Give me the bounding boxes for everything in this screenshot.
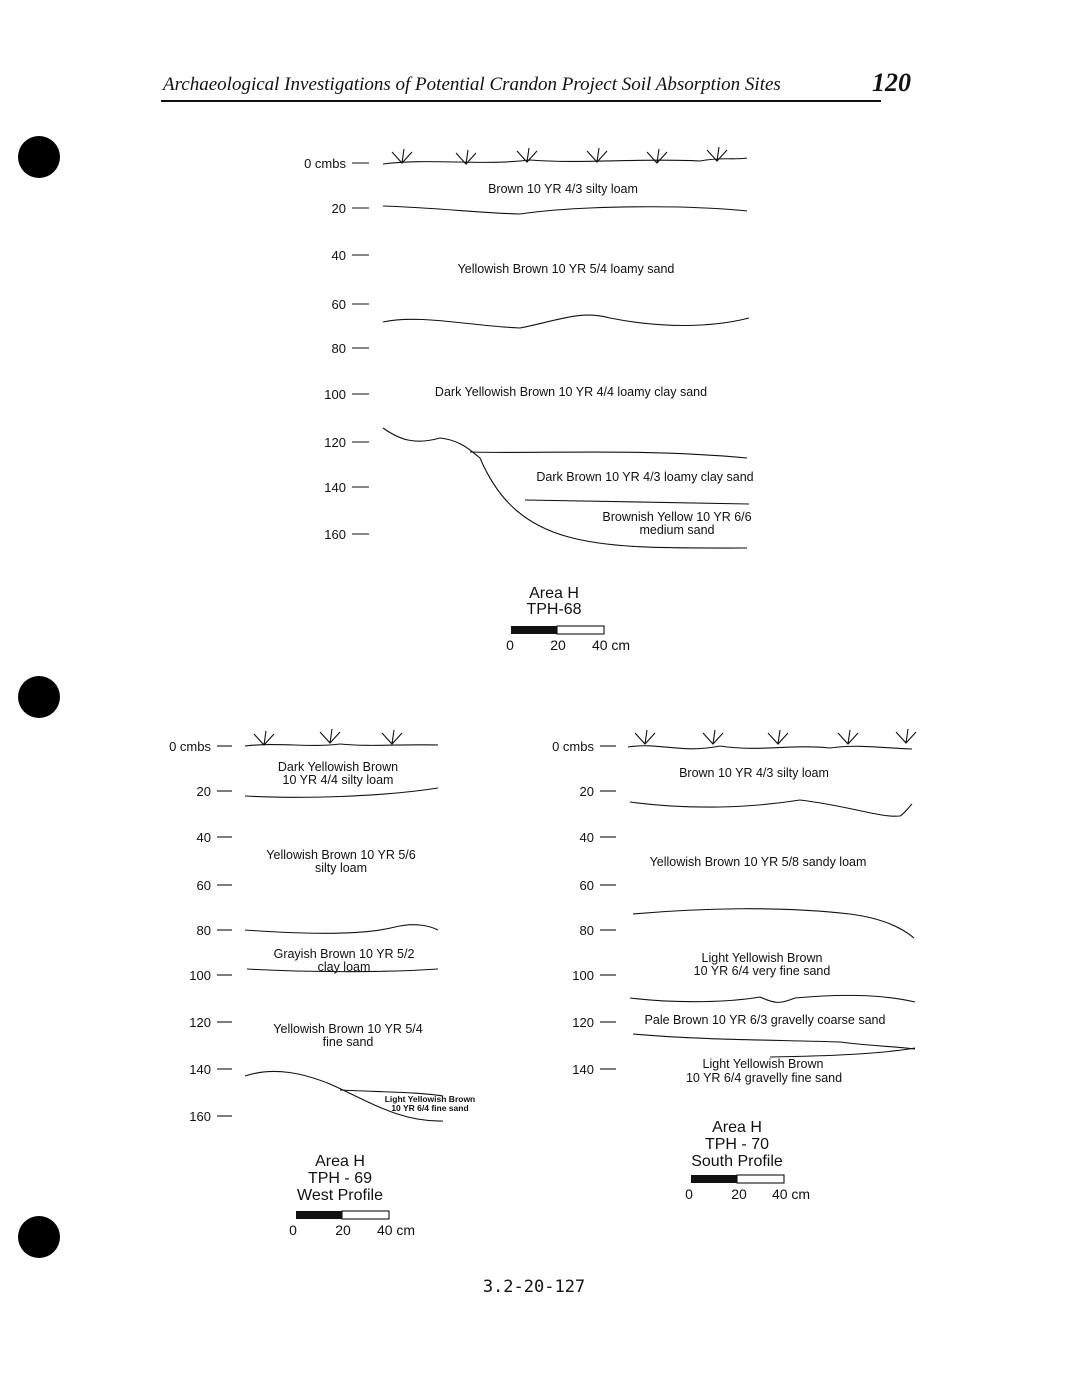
ground-surface <box>383 147 747 164</box>
depth-tick-label: 40 <box>196 830 211 845</box>
profile-caption: TPH-68 <box>526 601 582 618</box>
grass-tuft-icon <box>896 729 916 743</box>
horizon-label: Brownish Yellow 10 YR 6/6 <box>602 510 752 524</box>
profile-tph69 <box>169 729 475 1238</box>
depth-tick-label: 20 <box>579 784 594 799</box>
depth-tick-label: 120 <box>324 435 346 450</box>
horizon-label: Brown 10 YR 4/3 silty loam <box>679 766 829 780</box>
horizon-label: 10 YR 6/4 gravelly fine sand <box>685 1071 843 1085</box>
depth-tick-label: 60 <box>331 297 346 312</box>
depth-tick-label: 100 <box>324 387 346 402</box>
scale-bar <box>685 1175 810 1202</box>
profile-caption: TPH - 69 <box>307 1170 373 1187</box>
horizon-label: silty loam <box>314 861 368 875</box>
scale-label: 20 <box>335 1222 351 1238</box>
scale-label: 0 <box>506 637 514 653</box>
depth-tick-label: 140 <box>324 480 346 495</box>
horizon-boundaries <box>383 206 752 548</box>
grass-tuft-icon <box>254 731 274 745</box>
grass-tuft-icon <box>635 730 655 744</box>
horizon-label: 10 YR 6/4 fine sand <box>391 1103 469 1113</box>
grass-tuft-icon <box>838 730 858 744</box>
grass-tuft-icon <box>382 730 402 744</box>
depth-tick-label: 140 <box>572 1062 594 1077</box>
depth-tick-label: 80 <box>579 923 594 938</box>
scale-bar <box>289 1211 415 1238</box>
scale-label: 0 <box>685 1186 693 1202</box>
depth-scale <box>169 739 232 1124</box>
depth-tick-label: 60 <box>196 878 211 893</box>
depth-scale <box>552 739 616 1077</box>
depth-tick-label: 160 <box>324 527 346 542</box>
depth-scale <box>304 156 369 542</box>
horizon-label: 10 YR 6/4 very fine sand <box>693 964 831 978</box>
profile-tph68 <box>304 147 754 653</box>
horizon-label: Dark Yellowish Brown 10 YR 4/4 loamy clay sand <box>434 385 708 399</box>
horizon-label: clay loam <box>317 960 371 974</box>
scale-label: 40 cm <box>591 637 631 653</box>
ground-surface <box>245 729 438 746</box>
horizon-label: Light Yellowish Brown <box>701 951 823 965</box>
horizon-label: Yellowish Brown 10 YR 5/8 sandy loam <box>649 855 867 869</box>
document-id: 3.2-20-127 <box>482 1277 586 1297</box>
horizon-label: Grayish Brown 10 YR 5/2 <box>273 947 415 961</box>
grass-tuft-icon <box>320 729 340 743</box>
running-header-title: Archaeological Investigations of Potential Crandon Project Soil Absorption Sites <box>163 74 781 95</box>
horizon-label: Light Yellowish Brown <box>384 1094 476 1104</box>
horizon-label: medium sand <box>639 523 715 537</box>
depth-tick-label: 120 <box>572 1015 594 1030</box>
grass-tuft-icon <box>703 730 723 744</box>
profile-caption: Area H <box>712 1119 762 1136</box>
depth-tick-label: 0 cmbs <box>304 156 346 171</box>
depth-tick-label: 20 <box>196 784 211 799</box>
profile-caption: West Profile <box>297 1187 383 1204</box>
profile-caption: South Profile <box>691 1153 783 1170</box>
depth-tick-label: 60 <box>579 878 594 893</box>
scale-label: 0 <box>289 1222 297 1238</box>
horizon-label: Yellowish Brown 10 YR 5/6 <box>266 848 416 862</box>
horizon-label: Dark Brown 10 YR 4/3 loamy clay sand <box>536 470 754 484</box>
depth-tick-label: 20 <box>331 201 346 216</box>
profile-caption: Area H <box>315 1153 365 1170</box>
depth-tick-label: 40 <box>331 248 346 263</box>
scale-label: 40 cm <box>771 1186 811 1202</box>
horizon-label: Brown 10 YR 4/3 silty loam <box>488 182 638 196</box>
grass-tuft-icon <box>647 149 667 163</box>
depth-tick-label: 0 cmbs <box>552 739 594 754</box>
depth-tick-label: 0 cmbs <box>169 739 211 754</box>
depth-tick-label: 100 <box>572 968 594 983</box>
profile-caption: Area H <box>529 585 579 602</box>
profile-caption: TPH - 70 <box>704 1136 770 1153</box>
horizon-label: Yellowish Brown 10 YR 5/4 <box>273 1022 423 1036</box>
horizon-label: Pale Brown 10 YR 6/3 gravelly coarse sand <box>644 1013 886 1027</box>
depth-tick-label: 100 <box>189 968 211 983</box>
depth-tick-label: 40 <box>579 830 594 845</box>
grass-tuft-icon <box>768 730 788 744</box>
scale-label: 20 <box>550 637 566 653</box>
ground-surface <box>628 729 916 749</box>
depth-tick-label: 160 <box>189 1109 211 1124</box>
depth-tick-label: 80 <box>331 341 346 356</box>
horizon-label: fine sand <box>322 1035 374 1049</box>
horizon-label: Dark Yellowish Brown <box>277 760 399 774</box>
horizon-label: 10 YR 4/4 silty loam <box>282 773 394 787</box>
depth-tick-label: 120 <box>189 1015 211 1030</box>
horizon-label: Light Yellowish Brown <box>702 1057 824 1071</box>
horizon-label: Yellowish Brown 10 YR 5/4 loamy sand <box>457 262 675 276</box>
scale-label: 20 <box>731 1186 747 1202</box>
scale-label: 40 cm <box>376 1222 416 1238</box>
profile-tph70 <box>552 729 916 1202</box>
depth-tick-label: 140 <box>189 1062 211 1077</box>
page-number: 120 <box>872 68 911 97</box>
grass-tuft-icon <box>587 148 607 162</box>
depth-tick-label: 80 <box>196 923 211 938</box>
scale-bar <box>506 626 630 653</box>
grass-tuft-icon <box>392 149 412 163</box>
